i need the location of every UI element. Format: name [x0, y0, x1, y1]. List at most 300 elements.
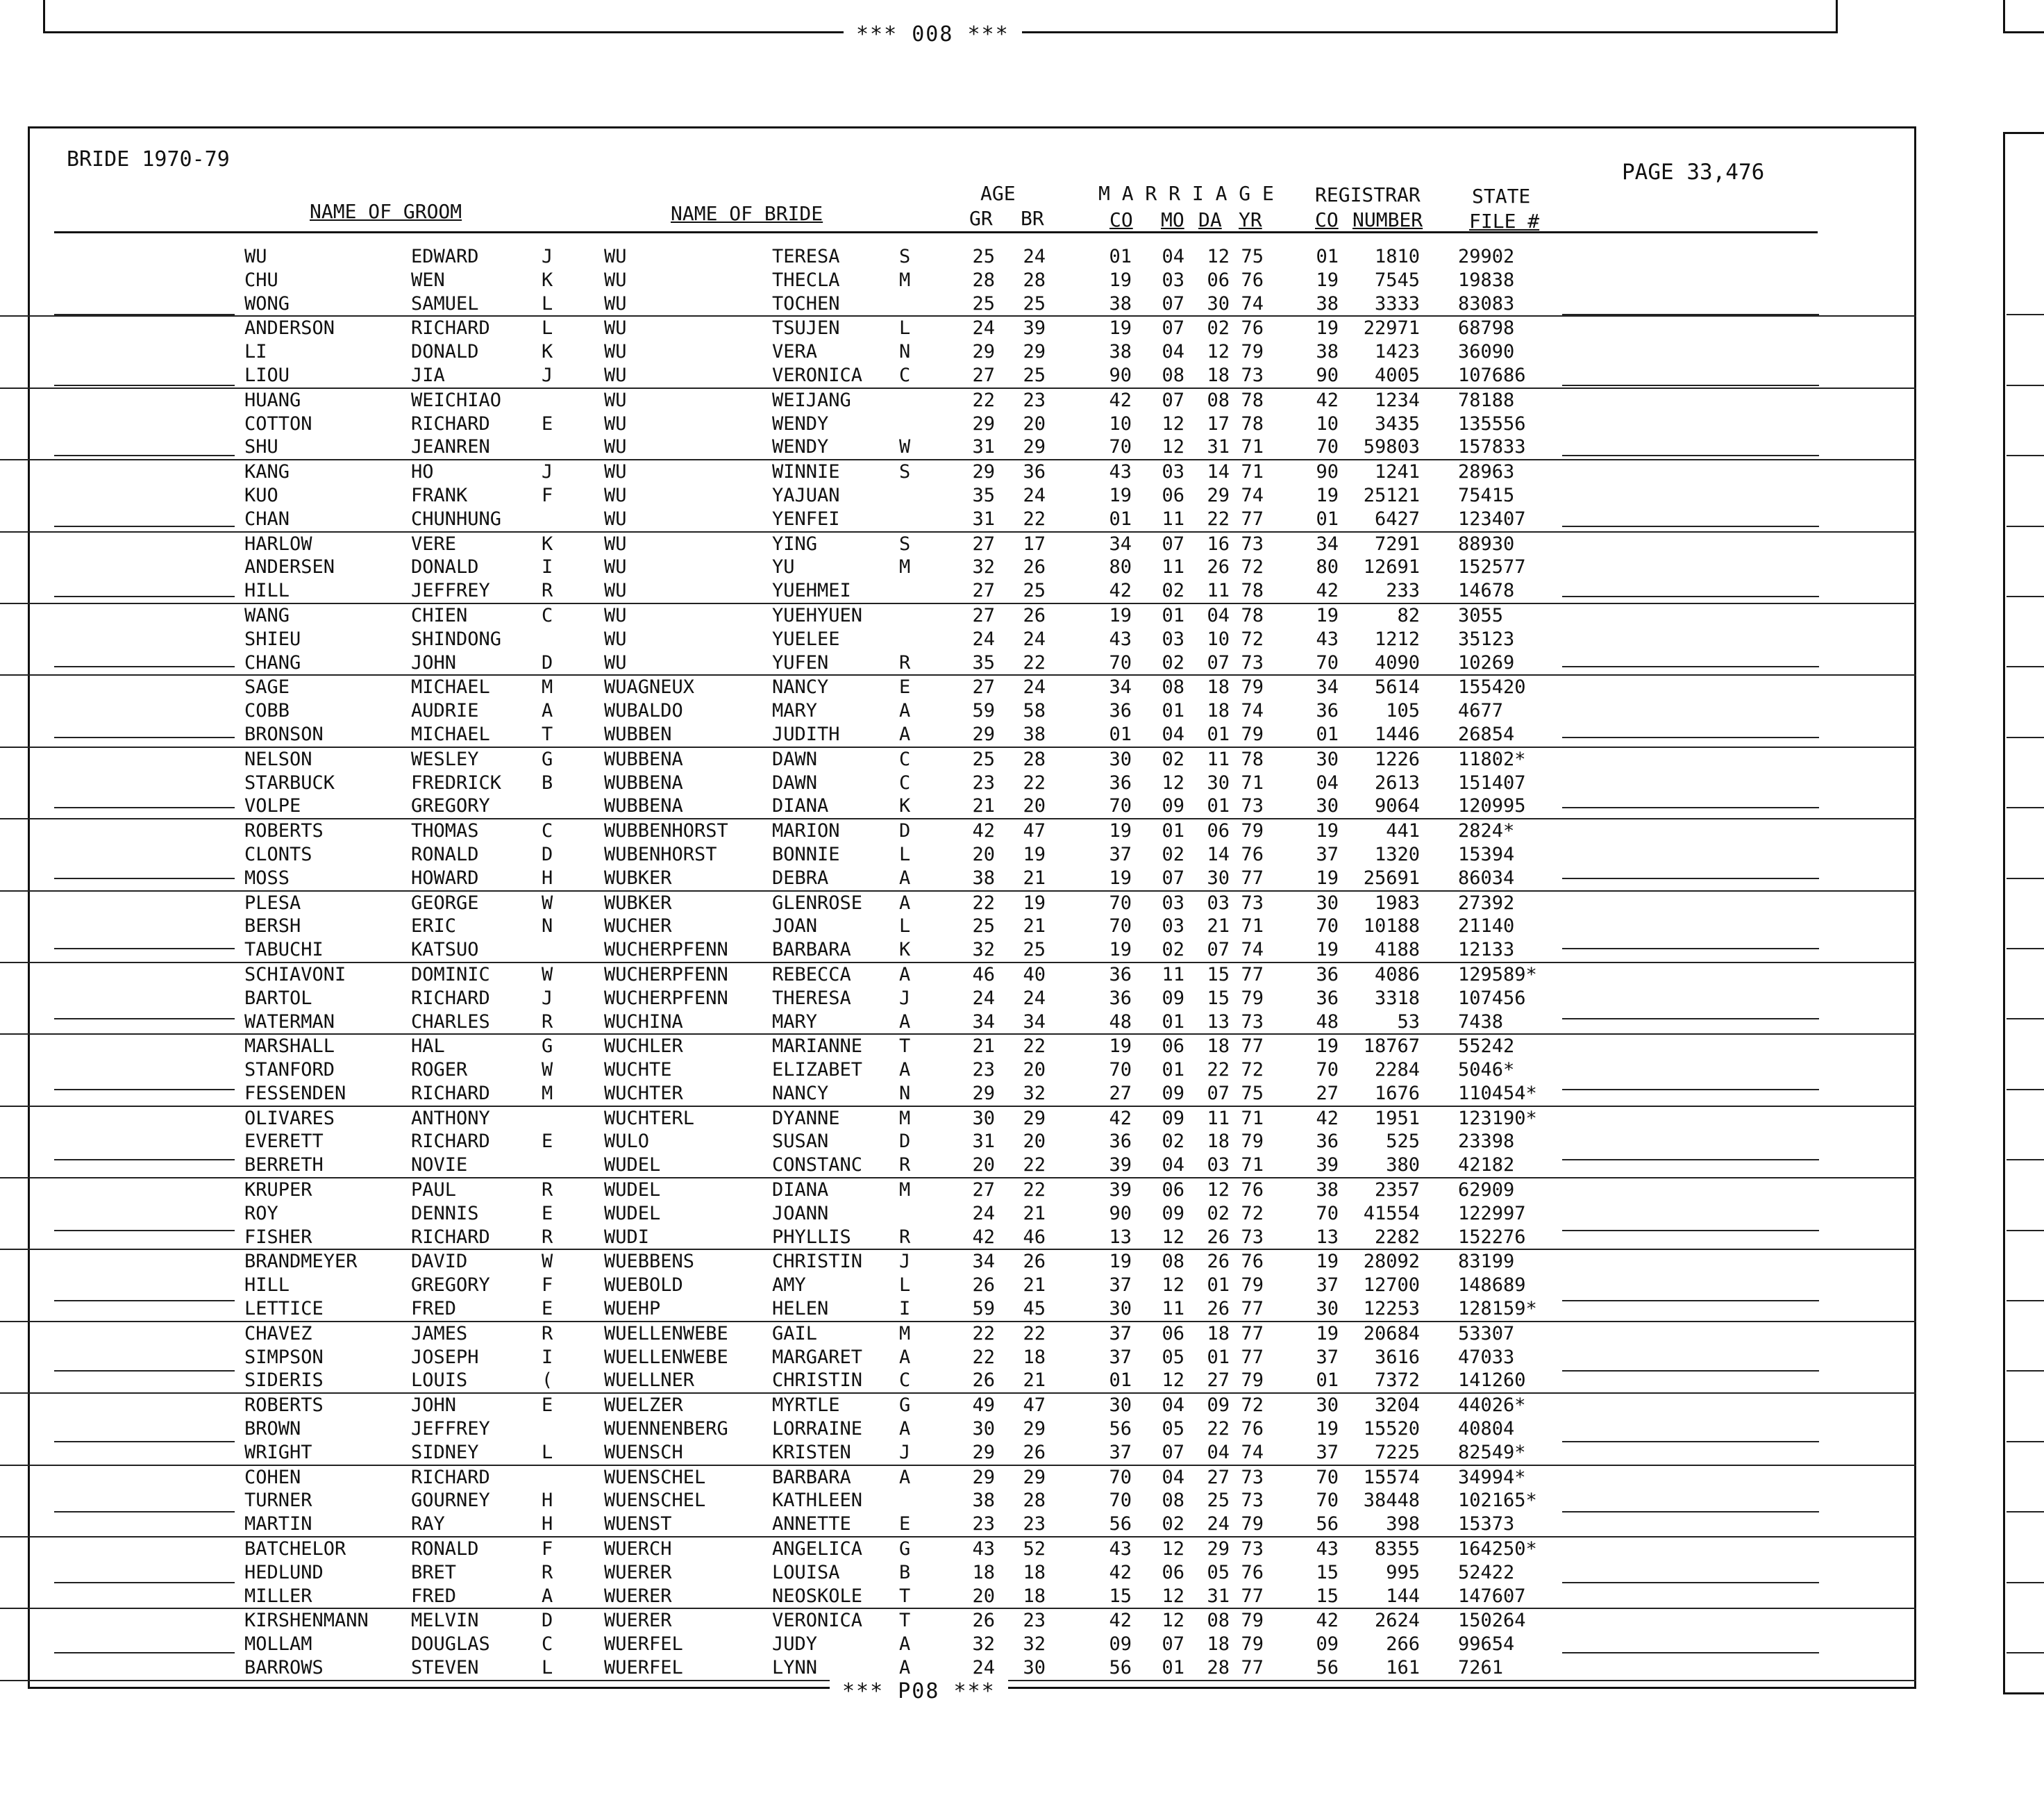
marriage-records — [0, 245, 1916, 1681]
marriage-month: 11 — [1162, 556, 1184, 578]
registrar-number: 2613 — [1374, 772, 1420, 794]
marriage-month: 04 — [1162, 1394, 1184, 1417]
groom-first-name: ANTHONY — [411, 1107, 490, 1129]
registrar-county: 70 — [1316, 1466, 1339, 1488]
adjacent-page-rule — [2007, 455, 2044, 456]
record-row — [0, 628, 1916, 651]
record-row — [0, 699, 1916, 723]
marriage-year: 73 — [1241, 892, 1264, 914]
bride-age: 47 — [1023, 820, 1046, 842]
bride-first-name: TSUJEN — [772, 317, 840, 340]
record-row — [0, 1489, 1916, 1512]
groom-age: 42 — [972, 1226, 995, 1248]
bride-first-name: DAWN — [772, 748, 818, 770]
registrar-number: 161 — [1386, 1657, 1420, 1679]
adjacent-page-rule — [2007, 1511, 2044, 1512]
bride-middle-initial: J — [899, 1251, 911, 1273]
groom-middle-initial: T — [542, 723, 553, 745]
bride-age: 40 — [1023, 963, 1046, 985]
marriage-county: 36 — [1109, 772, 1132, 794]
marriage-county: 42 — [1109, 1107, 1132, 1129]
bride-first-name: MARY — [772, 1010, 818, 1033]
marriage-month: 03 — [1162, 461, 1184, 483]
report-title: BRIDE 1970-79 — [67, 147, 230, 172]
state-file-number: 15394 — [1458, 843, 1515, 865]
marriage-county: 43 — [1109, 628, 1132, 650]
record-row — [0, 412, 1916, 436]
margin-rule — [54, 1018, 235, 1019]
groom-last-name: ANDERSON — [244, 317, 335, 340]
record-row — [0, 1107, 1916, 1131]
groom-age: 18 — [972, 1561, 995, 1583]
registrar-county: 30 — [1316, 1298, 1339, 1320]
bride-age: 29 — [1023, 1107, 1046, 1129]
registrar-county: 37 — [1316, 1274, 1339, 1297]
marriage-month: 01 — [1162, 1010, 1184, 1033]
marriage-year: 77 — [1241, 1298, 1264, 1320]
marriage-day: 31 — [1207, 1585, 1230, 1607]
marriage-month: 08 — [1162, 364, 1184, 386]
record-row — [0, 340, 1916, 364]
marriage-county: 27 — [1109, 1082, 1132, 1104]
registrar-county: 48 — [1316, 1010, 1339, 1033]
bottom-page-marker: *** P08 *** — [830, 1679, 1008, 1703]
groom-first-name: RICHARD — [411, 1131, 490, 1153]
groom-first-name: WESLEY — [411, 748, 479, 770]
registrar-number: 1951 — [1374, 1107, 1420, 1129]
groom-first-name: RONALD — [411, 843, 479, 865]
bride-first-name: MARGARET — [772, 1346, 863, 1368]
groom-age: 30 — [972, 1418, 995, 1440]
margin-rule — [1562, 385, 1819, 386]
marriage-month: 07 — [1162, 867, 1184, 889]
registrar-number: 3333 — [1374, 292, 1420, 315]
bride-last-name: WUERFEL — [604, 1633, 683, 1656]
marriage-year: 79 — [1241, 1131, 1264, 1153]
bride-middle-initial: G — [899, 1394, 911, 1417]
registrar-number: 7372 — [1374, 1369, 1420, 1392]
marriage-year: 72 — [1241, 556, 1264, 578]
groom-first-name: RICHARD — [411, 317, 490, 340]
bride-middle-initial: A — [899, 1633, 911, 1656]
marriage-county: 56 — [1109, 1657, 1132, 1679]
record-row — [0, 867, 1916, 892]
marriage-county: 70 — [1109, 892, 1132, 914]
record-row — [0, 1178, 1916, 1202]
groom-first-name: PAUL — [411, 1179, 457, 1201]
marriage-county: 34 — [1109, 533, 1132, 555]
bride-first-name: CONSTANC — [772, 1154, 863, 1176]
groom-last-name: WONG — [244, 292, 290, 315]
margin-rule — [1562, 596, 1819, 597]
bride-middle-initial: R — [899, 1154, 911, 1176]
groom-first-name: EDWARD — [411, 246, 479, 267]
groom-age: 26 — [972, 1274, 995, 1297]
marriage-day: 29 — [1207, 1538, 1230, 1560]
groom-middle-initial: J — [542, 364, 553, 386]
groom-middle-initial: A — [542, 1585, 553, 1607]
groom-last-name: BROWN — [244, 1418, 301, 1440]
marriage-month: 12 — [1162, 1538, 1184, 1560]
marriage-county: 19 — [1109, 820, 1132, 842]
marriage-month: 02 — [1162, 939, 1184, 961]
state-file-number: 99654 — [1458, 1633, 1515, 1656]
marriage-year: 77 — [1241, 1346, 1264, 1368]
marriage-year: 76 — [1241, 1179, 1264, 1201]
marriage-year: 72 — [1241, 628, 1264, 650]
marriage-county: 43 — [1109, 461, 1132, 483]
registrar-number: 82 — [1397, 604, 1420, 626]
bride-first-name: BONNIE — [772, 843, 840, 865]
adjacent-page-frame-top — [2003, 0, 2044, 33]
groom-age: 21 — [972, 1035, 995, 1058]
bride-age: 18 — [1023, 1585, 1046, 1607]
record-row — [0, 1322, 1916, 1346]
marriage-day: 07 — [1207, 939, 1230, 961]
state-file-number: 7438 — [1458, 1010, 1504, 1033]
registrar-county: 42 — [1316, 1610, 1339, 1632]
record-row — [0, 604, 1916, 628]
groom-age: 31 — [972, 1131, 995, 1153]
marriage-day: 30 — [1207, 292, 1230, 315]
marriage-year: 74 — [1241, 700, 1264, 722]
marriage-month: 07 — [1162, 1633, 1184, 1656]
registrar-number: 441 — [1386, 820, 1420, 842]
groom-age: 27 — [972, 364, 995, 386]
groom-last-name: BERRETH — [244, 1154, 324, 1176]
adjacent-page-rule — [2007, 1089, 2044, 1090]
bride-last-name: WU — [604, 651, 627, 674]
record-row — [0, 1153, 1916, 1178]
bride-last-name: WUBENHORST — [604, 843, 717, 865]
groom-age: 38 — [972, 1490, 995, 1512]
groom-last-name: KRUPER — [244, 1179, 312, 1201]
state-file-number: 21140 — [1458, 915, 1515, 938]
bride-last-name: WUCHLER — [604, 1035, 683, 1058]
bride-age: 34 — [1023, 1010, 1046, 1033]
bride-age: 19 — [1023, 892, 1046, 914]
state-file-number: 128159* — [1458, 1298, 1537, 1320]
marriage-day: 18 — [1207, 676, 1230, 699]
marriage-county: 56 — [1109, 1418, 1132, 1440]
groom-first-name: RAY — [411, 1513, 445, 1535]
marriage-month: 12 — [1162, 1226, 1184, 1248]
groom-middle-initial: ( — [542, 1369, 553, 1392]
marriage-month: 06 — [1162, 1179, 1184, 1201]
bride-middle-initial: G — [899, 1538, 911, 1560]
margin-rule — [54, 596, 235, 597]
bride-age: 19 — [1023, 843, 1046, 865]
marriage-day: 22 — [1207, 508, 1230, 530]
groom-middle-initial: E — [542, 1298, 553, 1320]
bride-age: 39 — [1023, 317, 1046, 340]
bride-age: 29 — [1023, 341, 1046, 363]
adjacent-page-rule — [2007, 314, 2044, 315]
marriage-day: 06 — [1207, 269, 1230, 291]
groom-first-name: DONALD — [411, 556, 479, 578]
header-registrar-co: CO — [1315, 208, 1339, 231]
bride-last-name: WU — [604, 292, 627, 315]
groom-first-name: SHINDONG — [411, 628, 502, 650]
bride-middle-initial: W — [899, 436, 911, 458]
marriage-month: 07 — [1162, 1441, 1184, 1463]
groom-last-name: HUANG — [244, 389, 301, 411]
registrar-number: 6427 — [1374, 508, 1420, 530]
bride-middle-initial: J — [899, 1441, 911, 1463]
marriage-month: 11 — [1162, 963, 1184, 985]
groom-middle-initial: R — [542, 580, 553, 602]
registrar-county: 42 — [1316, 580, 1339, 602]
registrar-number: 525 — [1386, 1131, 1420, 1153]
groom-age: 23 — [972, 772, 995, 794]
marriage-county: 30 — [1109, 748, 1132, 770]
state-file-number: 151407 — [1458, 772, 1526, 794]
bride-age: 46 — [1023, 1226, 1046, 1248]
registrar-number: 18767 — [1363, 1035, 1420, 1058]
groom-middle-initial: W — [542, 1059, 553, 1081]
registrar-number: 1212 — [1374, 628, 1420, 650]
bride-last-name: WUBALDO — [604, 700, 683, 722]
marriage-year: 76 — [1241, 1561, 1264, 1583]
groom-first-name: JEANREN — [411, 436, 490, 458]
state-file-number: 2824* — [1458, 820, 1515, 842]
groom-age: 35 — [972, 651, 995, 674]
groom-middle-initial: J — [542, 461, 553, 483]
groom-last-name: PLESA — [244, 892, 301, 914]
bride-last-name: WUBBENA — [604, 772, 683, 794]
registrar-county: 42 — [1316, 389, 1339, 411]
groom-first-name: FREDRICK — [411, 772, 502, 794]
groom-middle-initial: I — [542, 556, 553, 578]
bride-middle-initial: N — [899, 1082, 911, 1104]
marriage-year: 73 — [1241, 364, 1264, 386]
groom-age: 24 — [972, 987, 995, 1009]
groom-middle-initial: J — [542, 246, 553, 267]
groom-last-name: CHAVEZ — [244, 1322, 312, 1344]
marriage-month: 01 — [1162, 700, 1184, 722]
state-file-number: 15373 — [1458, 1513, 1515, 1535]
bride-first-name: MYRTLE — [772, 1394, 840, 1417]
bride-last-name: WUERER — [604, 1585, 672, 1607]
bride-first-name: GLENROSE — [772, 892, 863, 914]
groom-first-name: HOWARD — [411, 867, 479, 889]
marriage-month: 09 — [1162, 1082, 1184, 1104]
groom-age: 20 — [972, 843, 995, 865]
groom-first-name: DOMINIC — [411, 963, 490, 985]
groom-age: 20 — [972, 1154, 995, 1176]
groom-first-name: JAMES — [411, 1322, 468, 1344]
margin-rule — [54, 1370, 235, 1372]
bride-age: 29 — [1023, 436, 1046, 458]
registrar-number: 2284 — [1374, 1059, 1420, 1081]
bride-middle-initial: M — [899, 1322, 911, 1344]
bride-age: 32 — [1023, 1082, 1046, 1104]
registrar-number: 15574 — [1363, 1466, 1420, 1488]
registrar-county: 19 — [1316, 1322, 1339, 1344]
groom-age: 27 — [972, 580, 995, 602]
marriage-month: 03 — [1162, 892, 1184, 914]
marriage-county: 19 — [1109, 484, 1132, 506]
state-file-number: 14678 — [1458, 580, 1515, 602]
groom-last-name: BARTOL — [244, 987, 312, 1009]
marriage-day: 02 — [1207, 1202, 1230, 1224]
bride-last-name: WUCHER — [604, 915, 672, 938]
registrar-number: 12253 — [1363, 1298, 1420, 1320]
groom-middle-initial: F — [542, 1538, 553, 1560]
adjacent-page-rule — [2007, 385, 2044, 386]
bride-age: 25 — [1023, 364, 1046, 386]
bride-age: 20 — [1023, 412, 1046, 435]
groom-middle-initial: G — [542, 748, 553, 770]
marriage-day: 28 — [1207, 1657, 1230, 1679]
bride-last-name: WUENNENBERG — [604, 1418, 728, 1440]
groom-middle-initial: R — [542, 1226, 553, 1248]
registrar-county: 70 — [1316, 436, 1339, 458]
marriage-county: 39 — [1109, 1154, 1132, 1176]
groom-middle-initial: R — [542, 1010, 553, 1033]
marriage-day: 01 — [1207, 795, 1230, 817]
groom-middle-initial: G — [542, 1035, 553, 1058]
groom-first-name: FRED — [411, 1585, 457, 1607]
bride-age: 21 — [1023, 867, 1046, 889]
adjacent-page-rule — [2007, 1300, 2044, 1301]
groom-age: 27 — [972, 604, 995, 626]
registrar-county: 01 — [1316, 246, 1339, 267]
bride-last-name: WUERER — [604, 1561, 672, 1583]
record-row — [0, 317, 1916, 340]
marriage-month: 02 — [1162, 580, 1184, 602]
groom-middle-initial: D — [542, 651, 553, 674]
bride-first-name: ANGELICA — [772, 1538, 863, 1560]
groom-first-name: RICHARD — [411, 1226, 490, 1248]
margin-rule — [54, 1652, 235, 1653]
registrar-number: 233 — [1386, 580, 1420, 602]
margin-rule — [1562, 314, 1819, 315]
groom-first-name: ERIC — [411, 915, 457, 938]
marriage-year: 78 — [1241, 580, 1264, 602]
margin-rule — [54, 385, 235, 386]
registrar-county: 19 — [1316, 604, 1339, 626]
bride-middle-initial: L — [899, 317, 911, 340]
registrar-county: 70 — [1316, 1202, 1339, 1224]
marriage-county: 36 — [1109, 963, 1132, 985]
adjacent-page-rule — [2007, 666, 2044, 667]
marriage-year: 79 — [1241, 676, 1264, 699]
groom-first-name: KATSUO — [411, 939, 479, 961]
state-file-number: 148689 — [1458, 1274, 1526, 1297]
top-page-marker: *** 008 *** — [844, 22, 1022, 47]
groom-first-name: JEFFREY — [411, 580, 490, 602]
groom-last-name: SIMPSON — [244, 1346, 324, 1368]
bride-middle-initial: R — [899, 651, 911, 674]
groom-last-name: HARLOW — [244, 533, 312, 555]
marriage-month: 09 — [1162, 987, 1184, 1009]
groom-first-name: BRET — [411, 1561, 457, 1583]
margin-rule — [54, 1300, 235, 1301]
record-row — [0, 1274, 1916, 1297]
marriage-county: 19 — [1109, 1251, 1132, 1273]
marriage-month: 07 — [1162, 292, 1184, 315]
bride-first-name: DIANA — [772, 1179, 829, 1201]
bride-age: 22 — [1023, 1035, 1046, 1058]
bride-age: 20 — [1023, 795, 1046, 817]
record-row — [0, 676, 1916, 699]
bride-last-name: WUENST — [604, 1513, 672, 1535]
record-row — [0, 1082, 1916, 1107]
header-marriage: M A R R I A G E — [1098, 182, 1274, 205]
bride-middle-initial: A — [899, 892, 911, 914]
bride-middle-initial: C — [899, 1369, 911, 1392]
marriage-county: 39 — [1109, 1179, 1132, 1201]
groom-first-name: THOMAS — [411, 820, 479, 842]
bride-first-name: DYANNE — [772, 1107, 840, 1129]
registrar-number: 22971 — [1363, 317, 1420, 340]
groom-first-name: GOURNEY — [411, 1490, 490, 1512]
marriage-month: 09 — [1162, 795, 1184, 817]
adjacent-page-rule — [2007, 807, 2044, 808]
bride-first-name: WENDY — [772, 412, 829, 435]
marriage-month: 04 — [1162, 341, 1184, 363]
bride-age: 24 — [1023, 987, 1046, 1009]
groom-middle-initial: E — [542, 1131, 553, 1153]
state-file-number: 27392 — [1458, 892, 1515, 914]
groom-middle-initial: H — [542, 867, 553, 889]
registrar-number: 7545 — [1374, 269, 1420, 291]
groom-last-name: ROBERTS — [244, 1394, 324, 1417]
state-file-number: 110454* — [1458, 1082, 1537, 1104]
record-row — [0, 556, 1916, 579]
page-number: PAGE 33,476 — [1622, 160, 1765, 185]
groom-last-name: WANG — [244, 604, 290, 626]
margin-rule — [54, 948, 235, 949]
bride-middle-initial: J — [899, 987, 911, 1009]
bride-last-name: WUDEL — [604, 1202, 661, 1224]
bride-age: 28 — [1023, 1490, 1046, 1512]
marriage-year: 71 — [1241, 436, 1264, 458]
state-file-number: 52422 — [1458, 1561, 1515, 1583]
state-file-number: 3055 — [1458, 604, 1504, 626]
adjacent-page-rule — [2007, 596, 2044, 597]
record-row — [0, 1585, 1916, 1610]
marriage-year: 74 — [1241, 292, 1264, 315]
registrar-county: 38 — [1316, 1179, 1339, 1201]
record-row — [0, 938, 1916, 963]
marriage-year: 76 — [1241, 317, 1264, 340]
bride-first-name: JUDITH — [772, 723, 840, 745]
groom-age: 29 — [972, 1082, 995, 1104]
groom-age: 31 — [972, 436, 995, 458]
registrar-number: 2624 — [1374, 1610, 1420, 1632]
registrar-county: 36 — [1316, 963, 1339, 985]
bride-first-name: WENDY — [772, 436, 829, 458]
marriage-day: 08 — [1207, 1610, 1230, 1632]
groom-last-name: TURNER — [244, 1490, 312, 1512]
bride-last-name: WU — [604, 341, 627, 363]
state-file-number: 19838 — [1458, 269, 1515, 291]
state-file-number: 152276 — [1458, 1226, 1526, 1248]
registrar-county: 38 — [1316, 341, 1339, 363]
bride-age: 21 — [1023, 1202, 1046, 1224]
marriage-year: 77 — [1241, 1657, 1264, 1679]
registrar-number: 1423 — [1374, 341, 1420, 363]
state-file-number: 83083 — [1458, 292, 1515, 315]
bride-middle-initial: C — [899, 748, 911, 770]
bride-last-name: WUCHTERL — [604, 1107, 695, 1129]
registrar-number: 4188 — [1374, 939, 1420, 961]
registrar-number: 25691 — [1363, 867, 1420, 889]
marriage-month: 07 — [1162, 533, 1184, 555]
registrar-county: 30 — [1316, 892, 1339, 914]
